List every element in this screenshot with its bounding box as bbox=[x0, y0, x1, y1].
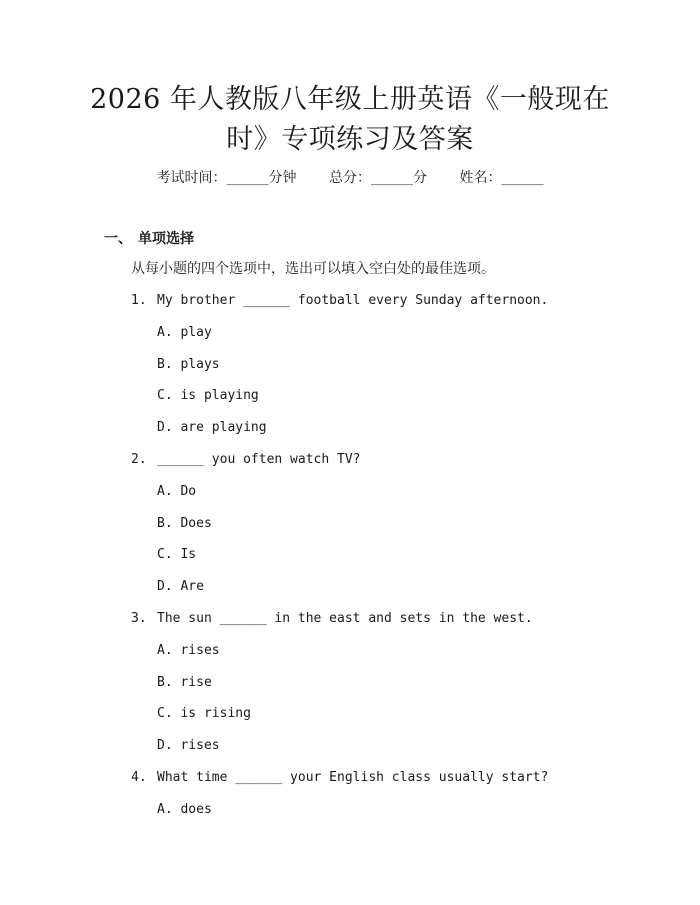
question-text: The sun ______ in the east and sets in the west. bbox=[157, 610, 533, 626]
student-name-blank: ______ bbox=[501, 170, 544, 186]
question-number: 4. bbox=[131, 769, 147, 785]
option-2b: B. Does bbox=[157, 515, 212, 531]
option-1c: C. is playing bbox=[157, 388, 259, 404]
section-heading bbox=[104, 229, 194, 249]
question-number: 2. bbox=[131, 451, 147, 467]
option-3a: A. rises bbox=[157, 642, 220, 658]
total-score-label: 总分： bbox=[329, 170, 371, 186]
option-1a: A. play bbox=[157, 324, 212, 340]
question-4 bbox=[131, 767, 651, 799]
exam-time-unit: 分钟 bbox=[268, 170, 297, 186]
section-title: 单项选择 bbox=[138, 231, 194, 247]
option-2c: C. Is bbox=[157, 547, 197, 563]
option-3b: B. rise bbox=[157, 674, 212, 690]
student-name-label: 姓名： bbox=[459, 170, 502, 186]
student-name-field bbox=[459, 168, 543, 188]
option-1d: D. are playing bbox=[157, 420, 267, 436]
total-score-field bbox=[329, 168, 427, 188]
total-score-unit: 分 bbox=[413, 170, 427, 186]
exam-time-blank: ______ bbox=[226, 170, 269, 186]
question-number: 1. bbox=[131, 293, 147, 308]
section-instruction: 从每小题的四个选项中，选出可以填入空白处的最佳选项。 bbox=[131, 261, 495, 277]
option-3c: C. is rising bbox=[157, 706, 251, 722]
title-line-2: 时》专项练习及答案 bbox=[226, 124, 474, 155]
exam-time-field bbox=[157, 168, 297, 188]
page-title bbox=[60, 80, 640, 160]
question-text: My brother ______ football every Sunday afternoon. bbox=[157, 293, 549, 308]
title-line-1: 2026 年人教版八年级上册英语《一般现在 bbox=[90, 84, 610, 115]
option-1b: B. plays bbox=[157, 356, 220, 372]
option-2a: A. Do bbox=[157, 483, 197, 499]
question-list bbox=[131, 290, 651, 831]
option-3d: D. rises bbox=[157, 738, 220, 754]
exam-meta bbox=[0, 168, 700, 188]
question-text: What time ______ your English class usually start? bbox=[157, 769, 549, 785]
question-1 bbox=[131, 290, 651, 322]
question-text: ______ you often watch TV? bbox=[157, 451, 361, 467]
question-2 bbox=[131, 449, 651, 481]
section-number: 一、 bbox=[104, 231, 132, 247]
question-number: 3. bbox=[131, 610, 147, 626]
option-4a: A. does bbox=[157, 801, 212, 817]
total-score-blank: ______ bbox=[371, 170, 413, 186]
option-2d: D. Are bbox=[157, 579, 204, 595]
question-3 bbox=[131, 608, 651, 640]
exam-time-label: 考试时间： bbox=[156, 170, 227, 186]
